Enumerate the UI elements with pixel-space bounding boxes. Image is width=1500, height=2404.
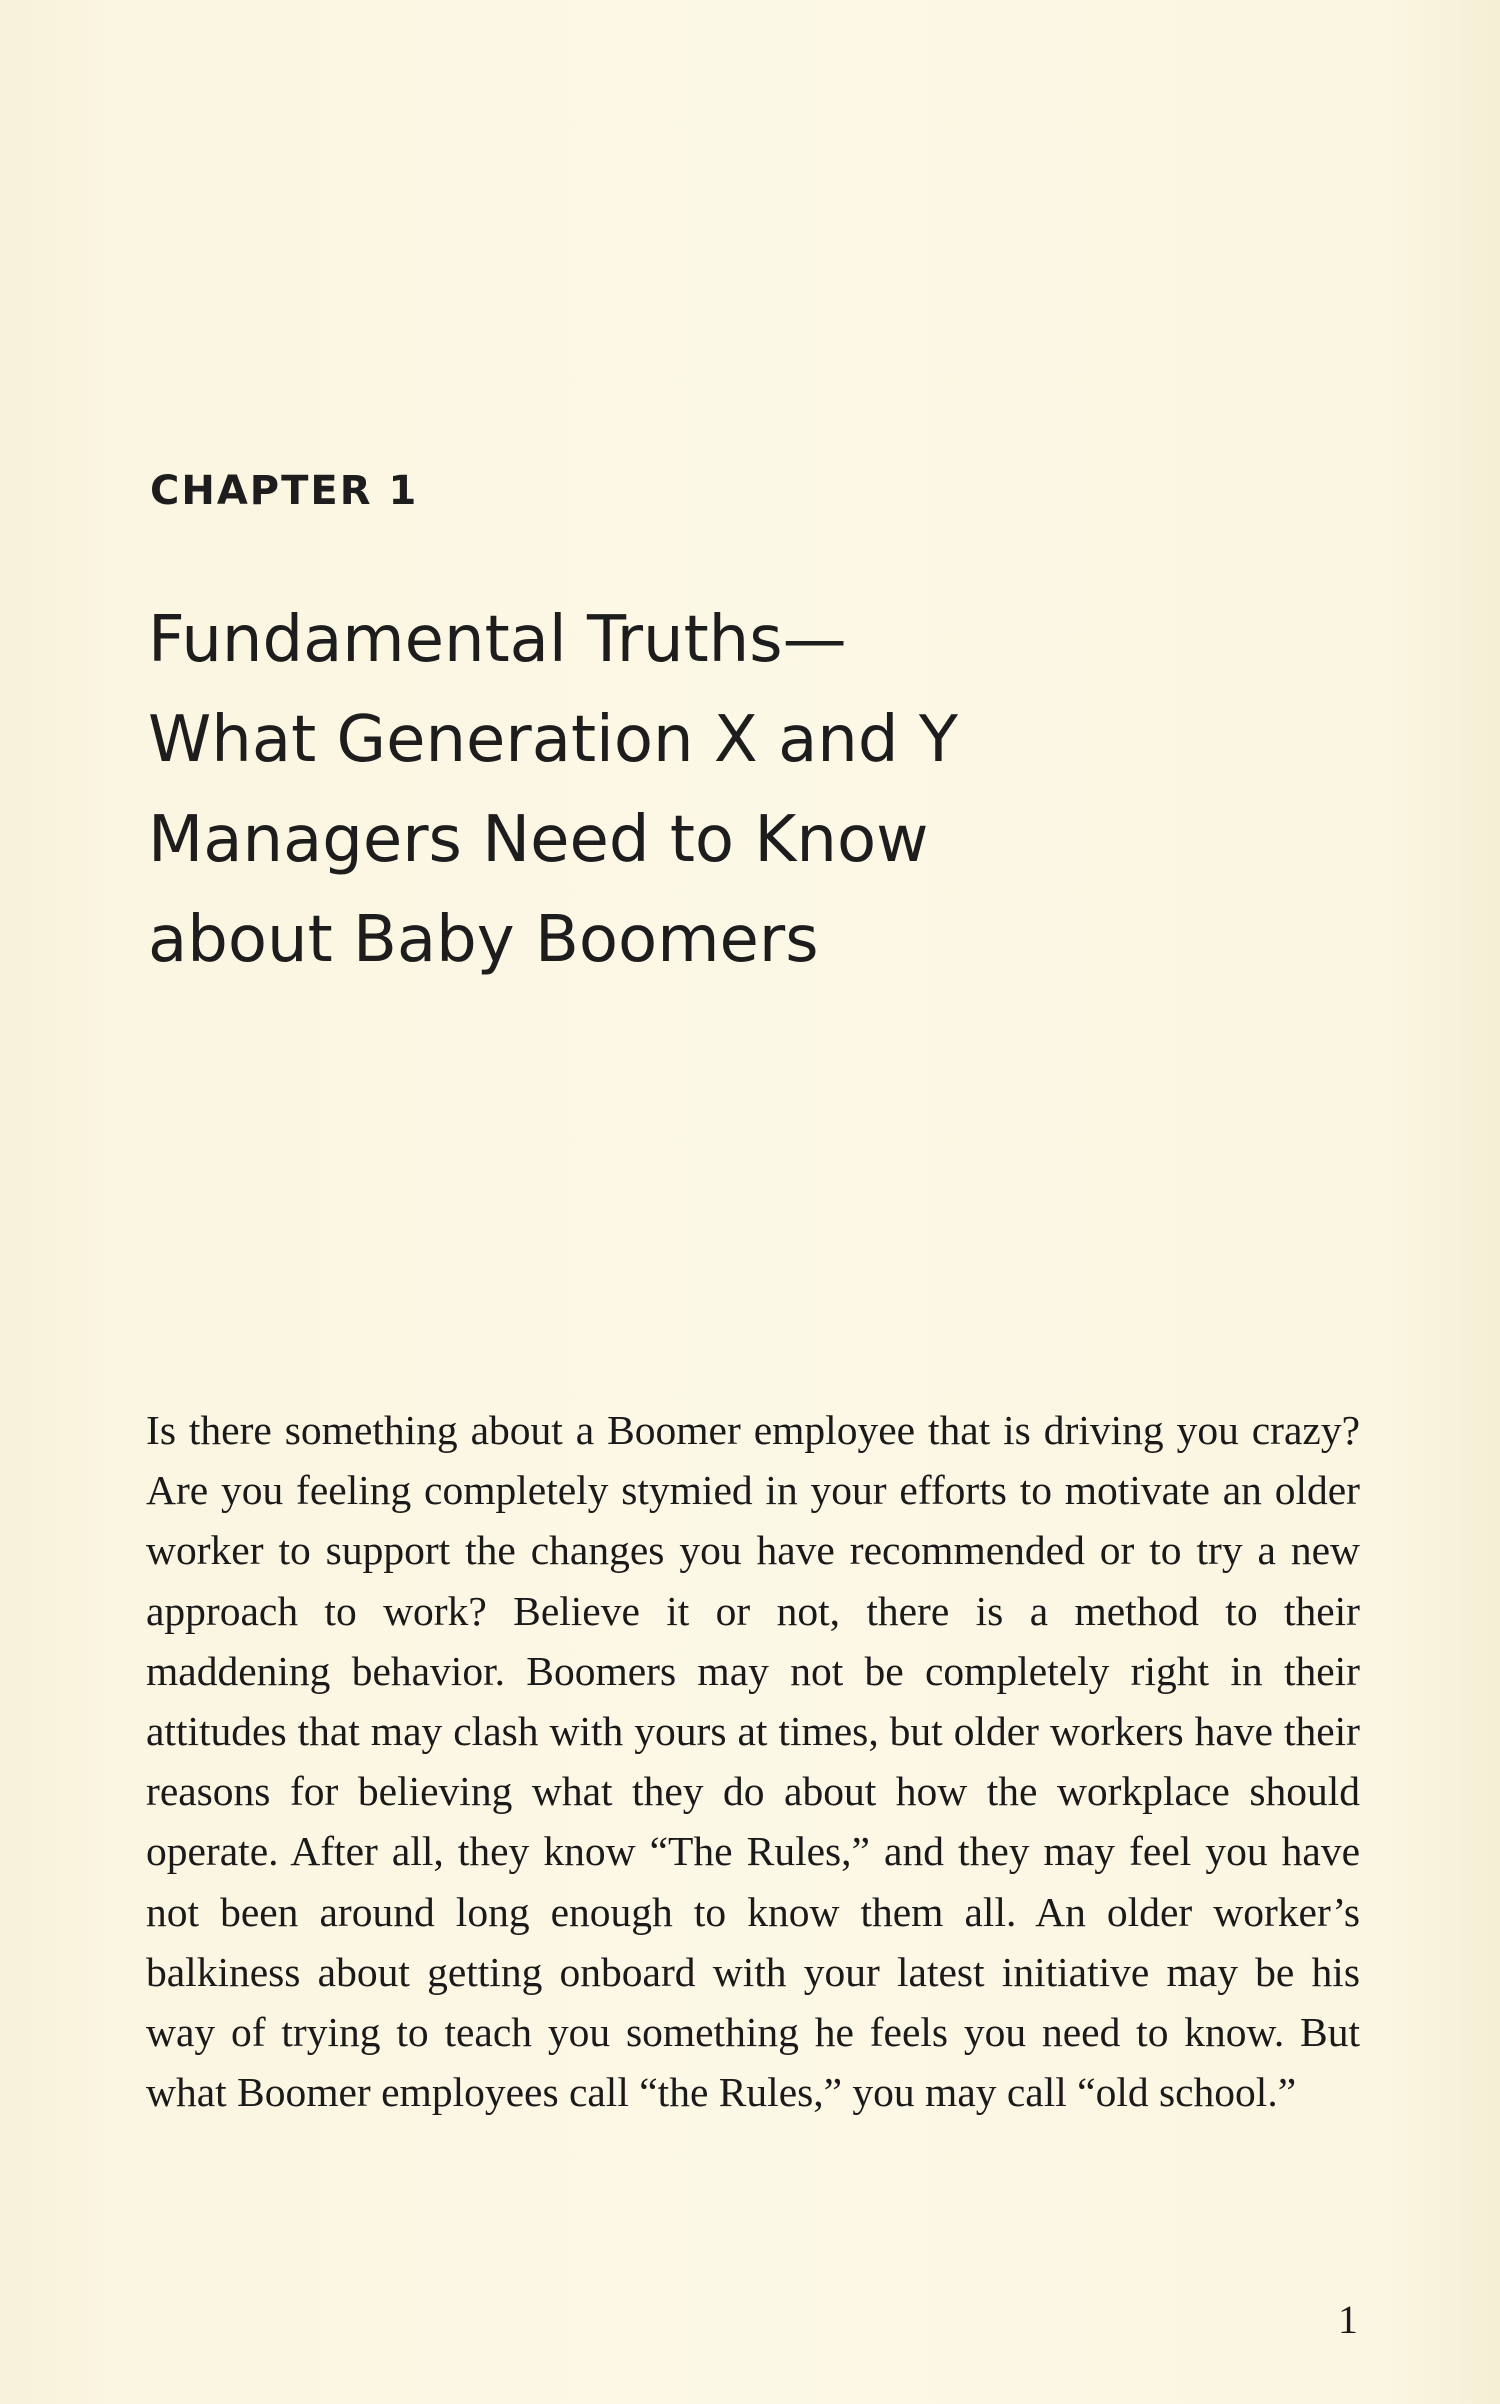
- body-paragraph: Is there something about a Boomer employee that is driving you crazy? Are you feeling completely stymied in your efforts to motivate an older worker to support the changes you have recommended or to try a new approach to work? Believe it or not, there is a method to their maddening behavior. Boomers may not be completely right in their attitudes that may clash with yours at times, but older workers have their reasons for believing what they do about how the workplace should operate. After all, they know “The Rules,” and they may feel you have not been around long enough to know them all. An older worker’s balkiness about getting onboard with your latest initiative may be his way of trying to teach you something he feels you need to know. But what Boomer employees call “the Rules,” you may call “old school.”: [146, 1407, 1360, 2116]
- chapter-label: CHAPTER 1: [150, 468, 419, 514]
- chapter-title-line-4: about Baby Boomers: [148, 903, 819, 977]
- chapter-title: [148, 590, 1268, 990]
- chapter-title-line-2: What Generation X and Y: [148, 703, 958, 777]
- page-number: 1: [1338, 2297, 1358, 2342]
- chapter-title-line-3: Managers Need to Know: [148, 803, 929, 877]
- chapter-title-line-1: Fundamental Truths—: [148, 603, 847, 677]
